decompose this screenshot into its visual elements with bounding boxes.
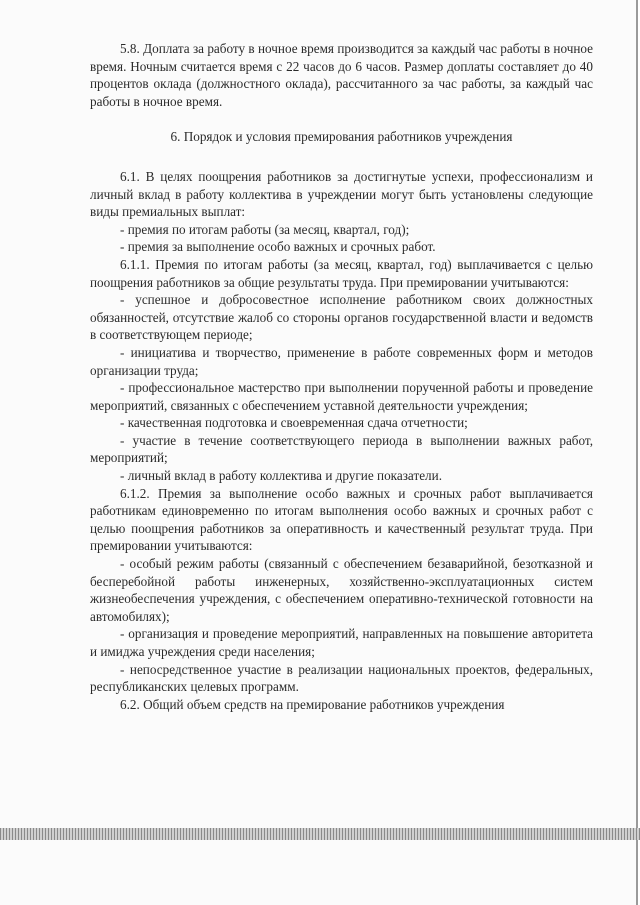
list-item: - участие в течение соответствующего периода в выполнении важных работ, мероприятий; [90,432,593,466]
section-heading-6: 6. Порядок и условия премирования работников учреждения [170,129,513,145]
list-item: - личный вклад в работу коллектива и другие показатели. [120,468,442,484]
list-item: - качественная подготовка и своевременная сдача отчетности; [120,415,468,431]
paragraph-5-8: 5.8. Доплата за работу в ночное время производится за каждый час работы в ночное время. Ночным считается время с 22 часов до 6 часов. Размер доплаты составляет до 40 процентов оклада (должностного оклада), рассчитанного за час работы, за каждый час работы в ночное время. [90,41,593,109]
paragraph-6-1-2: 6.1.2. Премия за выполнение особо важных и срочных работ выплачивается работникам единовременно по итогам выполнения особо важных и срочных работ с целью поощрения работников за оперативность и качественный результат труда. При премировании учитываются: [90,485,593,554]
list-item: - организация и проведение мероприятий, направленных на повышение авторитета и имиджа учреждения среди населения; [90,626,593,659]
list-item: - инициатива и творчество, применение в работе современных форм и методов организации труда; [90,344,593,378]
list-item: - премия по итогам работы (за месяц, квартал, год); [120,221,410,237]
list-item: - профессиональное мастерство при выполнении порученной работы и проведение мероприятий, связанных с обеспечением уставной деятельности учреждения; [90,380,593,413]
paragraph-6-1-1: 6.1.1. Премия по итогам работы (за месяц, квартал, год) выплачивается с целью поощрения работников за общие результаты труда. При премировании учитываются: [90,256,593,290]
list-item: - премия за выполнение особо важных и срочных работ. [120,239,436,255]
list-item: - успешное и добросовестное исполнение работником своих должностных обязанностей, отсутствие жалоб со стороны органов государственной власти и ведомств в соответствующем периоде; [90,292,593,343]
document-text [90,40,593,713]
list-item: - непосредственное участие в реализации национальных проектов, федеральных, республиканских целевых программ. [90,661,593,695]
list-item: - особый режим работы (связанный с обеспечением безаварийной, безотказной и бесперебойной работы инженерных, хозяйственно-эксплуатационных систем жизнеобеспечения учреждения, с обеспечением оперативно-технической готовности на автомобилях); [90,556,593,624]
paragraph-6-2: 6.2. Общий объем средств на премирование работников учреждения [120,696,505,712]
scan-edge-strip [0,828,640,840]
paragraph-6-1: 6.1. В целях поощрения работников за достигнутые успехи, профессионализм и личный вклад в работу коллектива в учреждении могут быть установлены следующие виды премиальных выплат: [90,168,593,220]
